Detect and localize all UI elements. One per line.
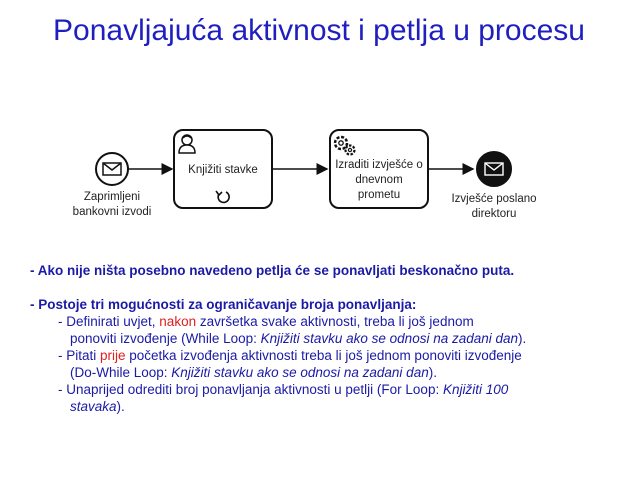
task2-label: Izraditi izvješće o dnevnom prometu — [335, 159, 423, 201]
end-event-label: Izvješće poslano direktoru — [451, 193, 537, 220]
page-title: Ponavljajuća aktivnost i petlja u procesu — [53, 14, 585, 47]
option-while-loop: - Definirati uvjet, nakon završetka svake aktivnosti, treba li još jednom — [58, 314, 474, 329]
start-event-label: Zaprimljeni bankovni izvodi — [72, 191, 152, 218]
envelope-filled-icon — [485, 163, 503, 175]
bullet-infinite-loop: - Ako nije ništa posebno navedeno petlja će se ponavljati beskonačno puta. — [30, 263, 515, 278]
option-for-loop: - Unaprijed odrediti broj ponavljanja aktivnosti u petlji (For Loop: Knjižiti 100 — [58, 382, 509, 397]
option-do-while-loop-cont: (Do-While Loop: Knjižiti stavku ako se odnosi na zadani dan). — [70, 365, 437, 380]
envelope-icon — [103, 163, 121, 175]
option-while-loop-cont: ponoviti izvođenje (While Loop: Knjižiti stavku ako se odnosi na zadani dan). — [70, 331, 527, 346]
option-for-loop-cont: stavaka). — [70, 399, 125, 414]
option-do-while-loop: - Pitati prije početka izvođenja aktivnosti treba li još jednom ponoviti izvođenje — [58, 348, 522, 363]
explanation-text — [30, 262, 630, 415]
start-event[interactable] — [96, 153, 128, 185]
end-event[interactable] — [478, 153, 510, 185]
bullet-three-options: - Postoje tri mogućnosti za ograničavanje broja ponavljanja: — [30, 297, 417, 312]
task1-label: Knjižiti stavke — [188, 164, 258, 176]
